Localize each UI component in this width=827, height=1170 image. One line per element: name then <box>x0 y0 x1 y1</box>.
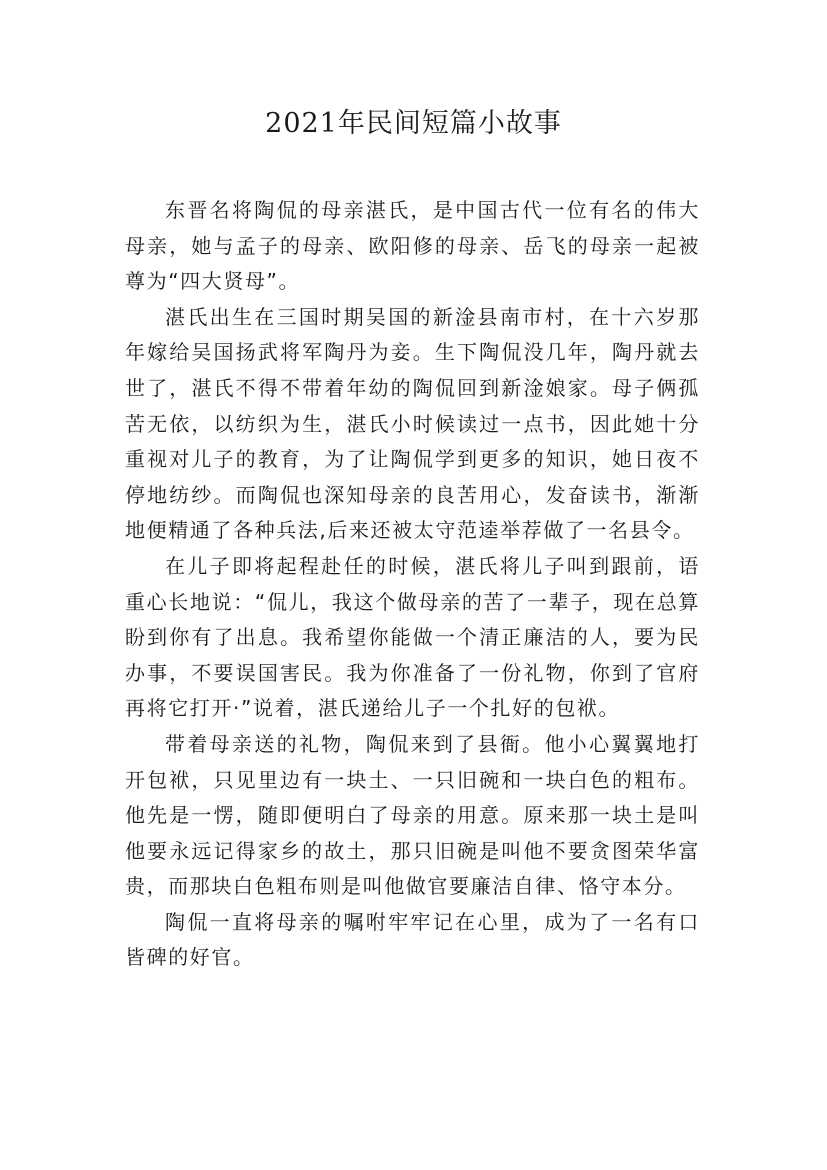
paragraph-1: 东晋名将陶侃的母亲湛氏，是中国古代一位有名的伟大母亲，她与孟子的母亲、欧阳修的母亲、岳飞的母亲一起被尊为“四大贤母”。 <box>125 198 700 294</box>
document-body <box>125 193 700 976</box>
paragraph-3: 在儿子即将起程赴任的时候，湛氏将儿子叫到跟前，语重心长地说：“侃儿，我这个做母亲的苦了一辈子，现在总算盼到你有了出息。我希望你能做一个清正廉洁的人，要为民办事，不要误国害民。我为你准备了一份礼物，你到了官府再将它打开·”说着，湛氏递给儿子一个扎好的包袱。 <box>125 553 700 721</box>
paragraph-5: 陶侃一直将母亲的嘱咐牢牢记在心里，成为了一名有口皆碑的好官。 <box>125 909 700 970</box>
paragraph-4: 带着母亲送的礼物，陶侃来到了县衙。他小心翼翼地打开包袱，只见里边有一块土、一只旧碗和一块白色的粗布。他先是一愣，随即便明白了母亲的用意。原来那一块土是叫他要永远记得家乡的故土，那只旧碗是叫他不要贪图荣华富贵，而那块白色粗布则是叫他做官要廉洁自律、恪守本分。 <box>125 731 700 899</box>
paragraph-2: 湛氏出生在三国时期吴国的新淦县南市村，在十六岁那年嫁给吴国扬武将军陶丹为妾。生下陶侃没几年，陶丹就去世了，湛氏不得不带着年幼的陶侃回到新淦娘家。母子俩孤苦无依，以纺织为生，湛氏小时候读过一点书，因此她十分重视对儿子的教育，为了让陶侃学到更多的知识，她日夜不停地纺纱。而陶侃也深知母亲的良苦用心，发奋读书，渐渐地便精通了各种兵法,后来还被太守范逵举荐做了一名县令。 <box>125 304 700 543</box>
document-title: 2021年民间短篇小故事 <box>265 108 562 139</box>
